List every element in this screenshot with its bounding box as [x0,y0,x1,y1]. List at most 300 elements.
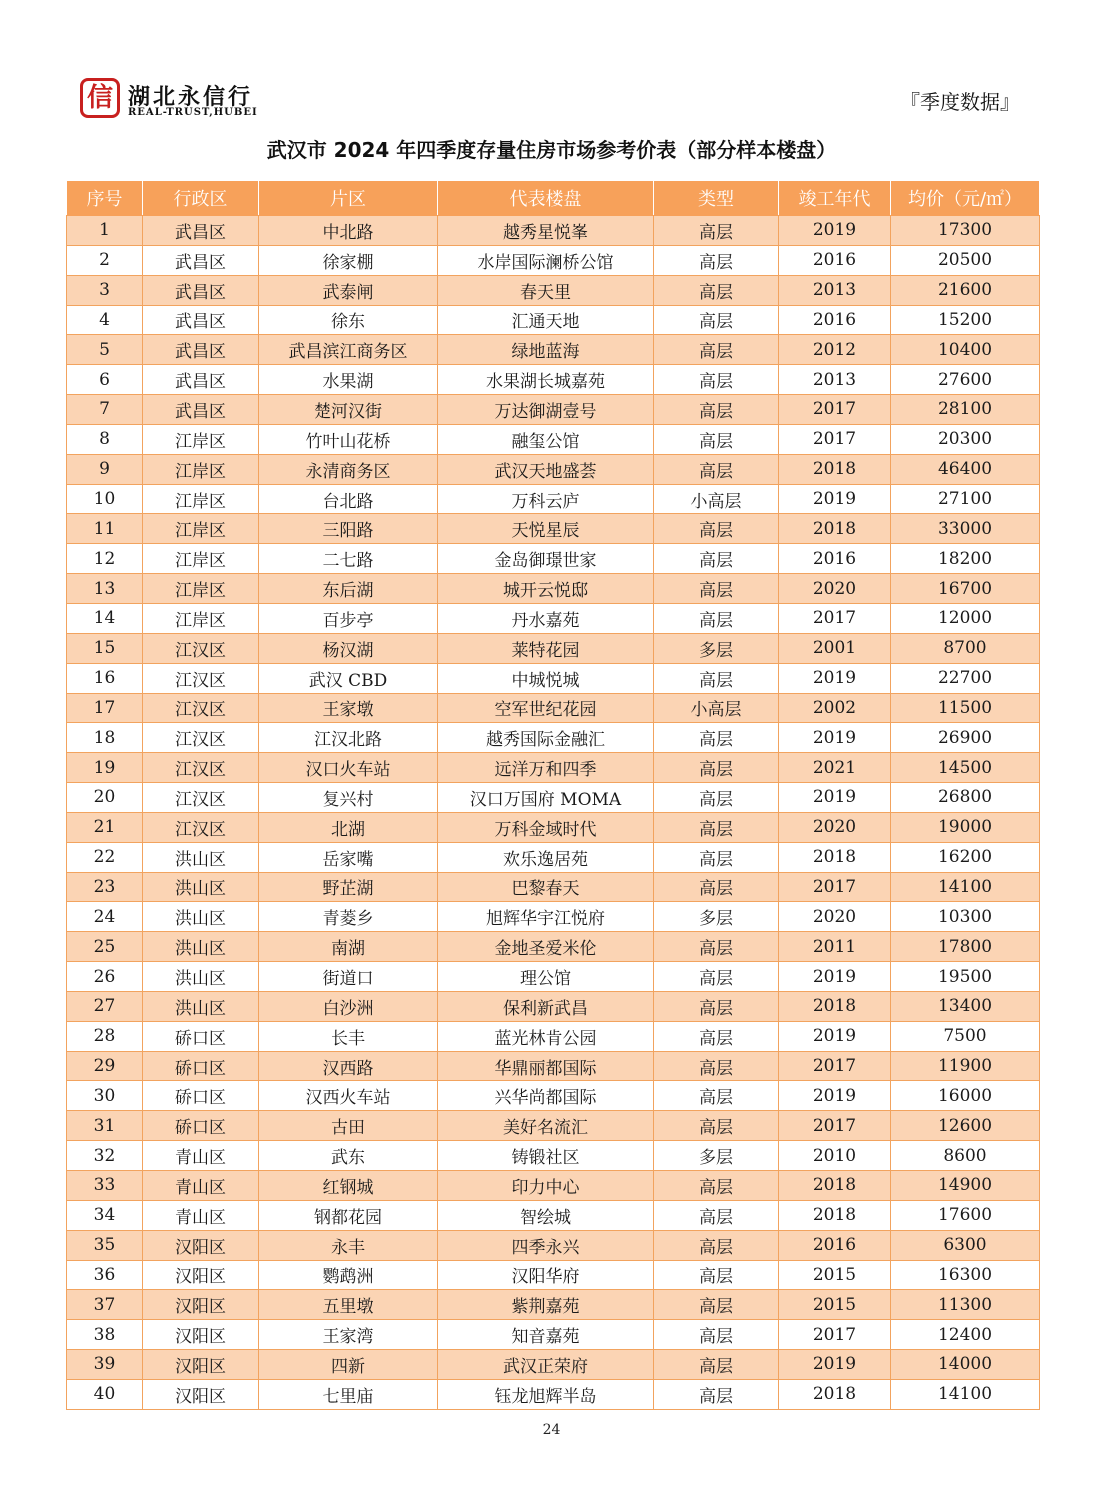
cell-area: 红钢城 [259,1171,438,1201]
cell-project: 万科金域时代 [438,812,654,842]
cell-project: 欢乐逸居苑 [438,842,654,872]
cell-index: 6 [67,365,143,395]
cell-project: 万达御湖壹号 [438,395,654,425]
cell-avg-price: 8600 [891,1141,1040,1171]
cell-type: 高层 [654,842,779,872]
cell-area: 北湖 [259,812,438,842]
cell-index: 4 [67,305,143,335]
cell-index: 12 [67,544,143,574]
cell-district: 洪山区 [143,872,259,902]
cell-completion-year: 2012 [779,335,891,365]
cell-area: 武东 [259,1141,438,1171]
table-row [67,663,1040,693]
cell-completion-year: 2019 [779,723,891,753]
cell-completion-year: 2019 [779,962,891,992]
cell-avg-price: 13400 [891,991,1040,1021]
cell-project: 中城悦城 [438,663,654,693]
cell-project: 蓝光林肯公园 [438,1021,654,1051]
cell-completion-year: 2018 [779,514,891,544]
cell-project: 春天里 [438,275,654,305]
cell-completion-year: 2011 [779,932,891,962]
cell-area: 钢都花园 [259,1200,438,1230]
table-row [67,991,1040,1021]
cell-index: 18 [67,723,143,753]
table-title: 武汉市 2024 年四季度存量住房市场参考价表（部分样本楼盘） [266,138,837,162]
cell-avg-price: 16700 [891,574,1040,604]
cell-district: 汉阳区 [143,1260,259,1290]
cell-type: 高层 [654,603,779,633]
table-row [67,1200,1040,1230]
cell-completion-year: 2019 [779,1350,891,1380]
cell-area: 岳家嘴 [259,842,438,872]
cell-type: 高层 [654,1320,779,1350]
cell-completion-year: 2018 [779,454,891,484]
cell-project: 美好名流汇 [438,1111,654,1141]
cell-area: 复兴村 [259,783,438,813]
cell-completion-year: 2015 [779,1260,891,1290]
cell-completion-year: 2017 [779,1111,891,1141]
cell-avg-price: 20500 [891,245,1040,275]
cell-avg-price: 21600 [891,275,1040,305]
cell-district: 硚口区 [143,1021,259,1051]
cell-type: 小高层 [654,484,779,514]
cell-index: 24 [67,902,143,932]
cell-avg-price: 10300 [891,902,1040,932]
cell-type: 高层 [654,1171,779,1201]
cell-project: 水果湖长城嘉苑 [438,365,654,395]
cell-completion-year: 2019 [779,216,891,246]
table-row [67,544,1040,574]
table-row [67,216,1040,246]
cell-index: 10 [67,484,143,514]
cell-index: 3 [67,275,143,305]
cell-avg-price: 7500 [891,1021,1040,1051]
cell-type: 高层 [654,454,779,484]
cell-avg-price: 33000 [891,514,1040,544]
cell-completion-year: 2017 [779,1051,891,1081]
cell-completion-year: 2018 [779,1171,891,1201]
cell-completion-year: 2019 [779,783,891,813]
cell-type: 多层 [654,633,779,663]
table-row [67,1171,1040,1201]
cell-avg-price: 17600 [891,1200,1040,1230]
table-row [67,902,1040,932]
cell-avg-price: 15200 [891,305,1040,335]
table-row [67,365,1040,395]
cell-area: 东后湖 [259,574,438,604]
table-row [67,962,1040,992]
cell-avg-price: 27600 [891,365,1040,395]
table-row [67,395,1040,425]
cell-index: 34 [67,1200,143,1230]
cell-avg-price: 28100 [891,395,1040,425]
cell-index: 13 [67,574,143,604]
cell-avg-price: 11900 [891,1051,1040,1081]
cell-avg-price: 8700 [891,633,1040,663]
cell-index: 38 [67,1320,143,1350]
page-number: 24 [542,1422,561,1438]
cell-district: 青山区 [143,1171,259,1201]
table-row [67,1320,1040,1350]
cell-avg-price: 16200 [891,842,1040,872]
cell-completion-year: 2017 [779,395,891,425]
cell-project: 武汉天地盛荟 [438,454,654,484]
cell-avg-price: 17800 [891,932,1040,962]
cell-area: 百步亭 [259,603,438,633]
cell-type: 高层 [654,1350,779,1380]
cell-type: 高层 [654,335,779,365]
cell-avg-price: 16300 [891,1260,1040,1290]
cell-area: 武汉 CBD [259,663,438,693]
table-row [67,1021,1040,1051]
table-row [67,305,1040,335]
cell-area: 王家墩 [259,693,438,723]
table-row [67,1350,1040,1380]
cell-type: 高层 [654,991,779,1021]
cell-project: 印力中心 [438,1171,654,1201]
header-project: 代表楼盘 [438,181,654,216]
cell-district: 青山区 [143,1141,259,1171]
price-table [66,180,1040,1410]
cell-completion-year: 2018 [779,1379,891,1409]
cell-area: 永丰 [259,1230,438,1260]
cell-avg-price: 16000 [891,1081,1040,1111]
cell-avg-price: 11500 [891,693,1040,723]
cell-district: 江汉区 [143,753,259,783]
cell-area: 三阳路 [259,514,438,544]
cell-type: 高层 [654,962,779,992]
cell-project: 城开云悦邸 [438,574,654,604]
cell-index: 31 [67,1111,143,1141]
cell-completion-year: 2013 [779,275,891,305]
cell-district: 武昌区 [143,305,259,335]
cell-district: 江岸区 [143,484,259,514]
cell-type: 高层 [654,1260,779,1290]
table-row [67,1260,1040,1290]
table-row [67,484,1040,514]
cell-index: 27 [67,991,143,1021]
cell-project: 空军世纪花园 [438,693,654,723]
cell-type: 高层 [654,1200,779,1230]
cell-completion-year: 2020 [779,902,891,932]
cell-completion-year: 2016 [779,245,891,275]
cell-district: 江汉区 [143,812,259,842]
cell-completion-year: 2017 [779,603,891,633]
cell-district: 武昌区 [143,365,259,395]
cell-avg-price: 14000 [891,1350,1040,1380]
cell-type: 高层 [654,514,779,544]
cell-completion-year: 2002 [779,693,891,723]
table-row [67,633,1040,663]
cell-district: 江岸区 [143,454,259,484]
page-header [80,78,1020,122]
cell-project: 汉口万国府 MOMA [438,783,654,813]
cell-type: 高层 [654,395,779,425]
cell-district: 江岸区 [143,514,259,544]
cell-project: 智绘城 [438,1200,654,1230]
cell-project: 旭辉华宇江悦府 [438,902,654,932]
cell-type: 高层 [654,305,779,335]
cell-district: 江汉区 [143,633,259,663]
cell-type: 高层 [654,663,779,693]
cell-index: 28 [67,1021,143,1051]
cell-district: 洪山区 [143,902,259,932]
table-row [67,932,1040,962]
table-row [67,1379,1040,1409]
cell-type: 高层 [654,275,779,305]
cell-type: 高层 [654,1081,779,1111]
cell-project: 水岸国际澜桥公馆 [438,245,654,275]
table-row [67,1111,1040,1141]
cell-area: 杨汉湖 [259,633,438,663]
cell-index: 16 [67,663,143,693]
cell-avg-price: 19500 [891,962,1040,992]
table-row [67,1081,1040,1111]
cell-avg-price: 27100 [891,484,1040,514]
cell-area: 长丰 [259,1021,438,1051]
table-body [67,216,1040,1410]
cell-avg-price: 20300 [891,424,1040,454]
cell-area: 五里墩 [259,1290,438,1320]
cell-area: 七里庙 [259,1379,438,1409]
cell-project: 汉阳华府 [438,1260,654,1290]
cell-completion-year: 2001 [779,633,891,663]
cell-area: 青菱乡 [259,902,438,932]
table-row [67,783,1040,813]
cell-index: 7 [67,395,143,425]
cell-type: 多层 [654,1141,779,1171]
cell-area: 竹叶山花桥 [259,424,438,454]
cell-type: 高层 [654,1290,779,1320]
cell-completion-year: 2017 [779,872,891,902]
cell-district: 硚口区 [143,1111,259,1141]
cell-district: 江汉区 [143,663,259,693]
cell-district: 江岸区 [143,544,259,574]
cell-index: 32 [67,1141,143,1171]
cell-type: 高层 [654,574,779,604]
cell-area: 武昌滨江商务区 [259,335,438,365]
cell-project: 汇通天地 [438,305,654,335]
cell-type: 高层 [654,365,779,395]
cell-index: 1 [67,216,143,246]
cell-index: 23 [67,872,143,902]
cell-project: 铸锻社区 [438,1141,654,1171]
cell-area: 楚河汉街 [259,395,438,425]
cell-project: 华鼎丽都国际 [438,1051,654,1081]
brand-name-en: REAL-TRUST,HUBEI [128,107,258,118]
cell-project: 万科云庐 [438,484,654,514]
cell-project: 金岛御璟世家 [438,544,654,574]
table-row [67,693,1040,723]
cell-index: 25 [67,932,143,962]
cell-type: 高层 [654,783,779,813]
cell-completion-year: 2016 [779,544,891,574]
cell-type: 高层 [654,1111,779,1141]
cell-avg-price: 26900 [891,723,1040,753]
cell-index: 29 [67,1051,143,1081]
cell-district: 武昌区 [143,275,259,305]
cell-type: 高层 [654,424,779,454]
cell-index: 26 [67,962,143,992]
cell-area: 中北路 [259,216,438,246]
header-district: 行政区 [143,181,259,216]
cell-completion-year: 2016 [779,1230,891,1260]
cell-index: 36 [67,1260,143,1290]
cell-avg-price: 12000 [891,603,1040,633]
table-row [67,335,1040,365]
header-type: 类型 [654,181,779,216]
table-row [67,812,1040,842]
cell-project: 武汉正荣府 [438,1350,654,1380]
cell-area: 江汉北路 [259,723,438,753]
cell-district: 江汉区 [143,723,259,753]
table-row [67,842,1040,872]
cell-index: 9 [67,454,143,484]
section-tag: 『季度数据』 [900,90,1020,114]
cell-project: 融玺公馆 [438,424,654,454]
table-row [67,723,1040,753]
cell-area: 王家湾 [259,1320,438,1350]
cell-project: 紫荆嘉苑 [438,1290,654,1320]
cell-avg-price: 14500 [891,753,1040,783]
cell-area: 徐家棚 [259,245,438,275]
cell-project: 兴华尚都国际 [438,1081,654,1111]
cell-district: 洪山区 [143,932,259,962]
cell-type: 小高层 [654,693,779,723]
cell-completion-year: 2019 [779,663,891,693]
cell-completion-year: 2019 [779,484,891,514]
cell-type: 高层 [654,1051,779,1081]
cell-index: 17 [67,693,143,723]
cell-type: 高层 [654,812,779,842]
table-row [67,1290,1040,1320]
cell-index: 2 [67,245,143,275]
cell-project: 四季永兴 [438,1230,654,1260]
cell-area: 野芷湖 [259,872,438,902]
cell-project: 远洋万和四季 [438,753,654,783]
header-completion-year: 竣工年代 [779,181,891,216]
cell-project: 天悦星辰 [438,514,654,544]
cell-avg-price: 26800 [891,783,1040,813]
table-row [67,753,1040,783]
cell-area: 武泰闸 [259,275,438,305]
cell-completion-year: 2015 [779,1290,891,1320]
cell-type: 高层 [654,245,779,275]
table-row [67,1141,1040,1171]
cell-avg-price: 46400 [891,454,1040,484]
cell-avg-price: 14900 [891,1171,1040,1201]
cell-type: 高层 [654,872,779,902]
cell-district: 武昌区 [143,245,259,275]
cell-index: 39 [67,1350,143,1380]
cell-completion-year: 2018 [779,991,891,1021]
cell-district: 汉阳区 [143,1350,259,1380]
cell-project: 理公馆 [438,962,654,992]
cell-district: 汉阳区 [143,1290,259,1320]
cell-area: 永清商务区 [259,454,438,484]
cell-area: 徐东 [259,305,438,335]
cell-district: 汉阳区 [143,1320,259,1350]
cell-index: 11 [67,514,143,544]
cell-completion-year: 2017 [779,1320,891,1350]
cell-district: 武昌区 [143,335,259,365]
table-row [67,454,1040,484]
cell-index: 21 [67,812,143,842]
cell-completion-year: 2021 [779,753,891,783]
cell-index: 19 [67,753,143,783]
cell-type: 高层 [654,932,779,962]
cell-avg-price: 17300 [891,216,1040,246]
cell-project: 钰龙旭辉半岛 [438,1379,654,1409]
cell-avg-price: 11300 [891,1290,1040,1320]
cell-district: 汉阳区 [143,1230,259,1260]
cell-completion-year: 2019 [779,1021,891,1051]
table-row [67,514,1040,544]
cell-completion-year: 2017 [779,424,891,454]
cell-district: 江岸区 [143,574,259,604]
cell-index: 30 [67,1081,143,1111]
table-header-row [67,181,1040,216]
cell-project: 知音嘉苑 [438,1320,654,1350]
cell-project: 保利新武昌 [438,991,654,1021]
cell-district: 武昌区 [143,395,259,425]
header-area: 片区 [259,181,438,216]
cell-project: 巴黎春天 [438,872,654,902]
cell-area: 水果湖 [259,365,438,395]
cell-district: 江汉区 [143,693,259,723]
cell-area: 南湖 [259,932,438,962]
cell-avg-price: 6300 [891,1230,1040,1260]
cell-completion-year: 2010 [779,1141,891,1171]
cell-area: 汉西路 [259,1051,438,1081]
cell-type: 多层 [654,902,779,932]
cell-type: 高层 [654,216,779,246]
table-row [67,603,1040,633]
cell-type: 高层 [654,753,779,783]
cell-district: 武昌区 [143,216,259,246]
cell-project: 越秀国际金融汇 [438,723,654,753]
cell-district: 硚口区 [143,1051,259,1081]
cell-completion-year: 2013 [779,365,891,395]
cell-avg-price: 22700 [891,663,1040,693]
cell-index: 14 [67,603,143,633]
cell-project: 莱特花园 [438,633,654,663]
cell-district: 青山区 [143,1200,259,1230]
cell-completion-year: 2016 [779,305,891,335]
cell-completion-year: 2020 [779,812,891,842]
cell-index: 22 [67,842,143,872]
cell-project: 绿地蓝海 [438,335,654,365]
table-row [67,275,1040,305]
cell-completion-year: 2018 [779,842,891,872]
table-row [67,424,1040,454]
cell-district: 江岸区 [143,424,259,454]
table-row [67,872,1040,902]
cell-completion-year: 2018 [779,1200,891,1230]
cell-district: 硚口区 [143,1081,259,1111]
cell-index: 5 [67,335,143,365]
cell-project: 丹水嘉苑 [438,603,654,633]
cell-avg-price: 19000 [891,812,1040,842]
cell-completion-year: 2019 [779,1081,891,1111]
cell-area: 街道口 [259,962,438,992]
cell-project: 越秀星悦峯 [438,216,654,246]
cell-index: 37 [67,1290,143,1320]
cell-type: 高层 [654,1230,779,1260]
cell-district: 洪山区 [143,962,259,992]
cell-index: 8 [67,424,143,454]
cell-index: 15 [67,633,143,663]
